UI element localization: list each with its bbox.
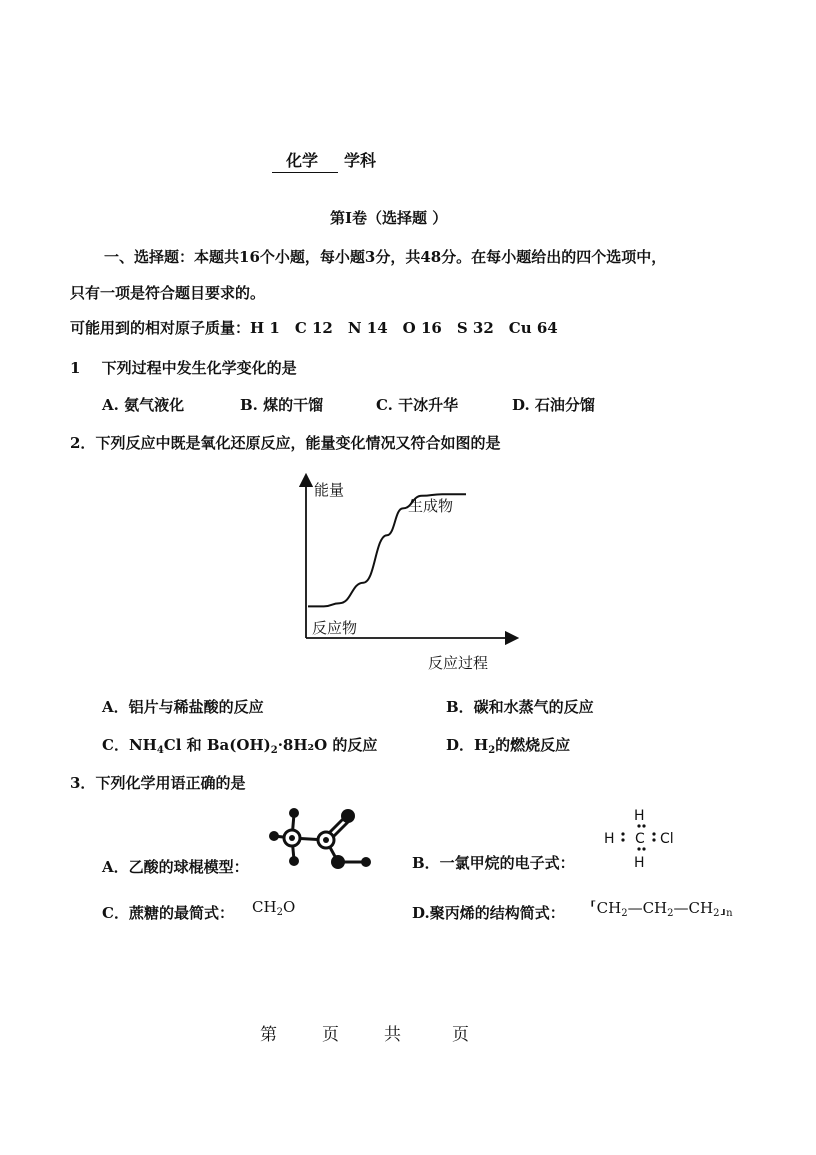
q3-option-a: A．乙酸的球棍模型： [102,858,249,876]
ef-bottom-h: H [634,855,645,871]
subject-name: 化学 [272,148,338,173]
q3-option-b: B．一氯甲烷的电子式： [412,854,575,872]
polypropylene-formula [590,898,733,918]
footer-page: 第 [260,1025,277,1045]
volume-title: 第Ⅰ卷（选择题 ） [330,209,448,227]
footer-total-unit: 页 [452,1025,469,1045]
subject-suffix: 学科 [344,151,377,170]
pf-unit2: CH [642,899,668,917]
pf-sub2: 2 [667,908,674,919]
bond-icon: — [627,899,643,917]
acetic-acid-ball-stick-model [260,800,380,878]
pf-sub1: 2 [621,908,628,919]
q1-option-a: A. 氨气液化 [102,396,185,414]
q3-stem-line [70,773,245,793]
energy-diagram [290,470,530,680]
q1-number: 1 [70,359,81,377]
subject-title [272,148,376,173]
product-label: 生成物 [408,497,454,515]
q3-option-d: D.聚丙烯的结构简式： [412,904,565,922]
x-axis-label: 反应过程 [428,654,489,672]
instructions-line1: 一、选择题：本题共16个小题，每小题3分，共48分。在每小题给出的四个选项中， [104,248,667,266]
footer-total: 共 [384,1025,401,1045]
pf-sub3: 2 [713,908,720,919]
q1-option-b: B. 煤的干馏 [240,396,324,414]
cf-prefix: CH [252,898,277,916]
q2-c-mid: Cl 和 Ba(OH) [163,736,271,754]
pf-unit3: CH [688,899,714,917]
pf-unit1: CH [596,899,622,917]
q2-c-sub1: 4 [156,745,164,756]
footer-page-unit: 页 [322,1025,339,1045]
q2-d-sub: 2 [488,745,496,756]
q3-number: 3． [70,774,96,792]
q2-option-c [102,735,377,755]
q2-stem-line [70,433,500,453]
atomic-masses: 可能用到的相对原子质量：H 1 C 12 N 14 O 16 S 32 Cu 64 [70,319,558,337]
q2-d-prefix: D．H [446,736,489,754]
q2-option-b: B．碳和水蒸气的反应 [446,698,594,716]
sucrose-formula [252,898,295,916]
ef-left-h: H [604,831,615,847]
q3-option-c: C．蔗糖的最简式： [102,904,234,922]
q2-c-sub2: 2 [270,745,278,756]
q2-option-d [446,735,570,755]
q1-option-c: C. 干冰升华 [376,396,459,414]
q2-d-suffix: 的燃烧反应 [495,736,571,754]
chloromethane-electron-formula [598,806,698,874]
q3-stem: 下列化学用语正确的是 [95,774,246,792]
q2-option-a: A．铝片与稀盐酸的反应 [102,698,264,716]
q2-c-suffix: ·8H₂O 的反应 [277,736,378,754]
ef-top-h: H [634,808,645,824]
cf-suffix: O [282,898,296,916]
bond-icon: — [673,899,689,917]
instructions-line2: 只有一项是符合题目要求的。 [70,284,266,302]
q1-stem-line [70,358,297,378]
cf-sub: 2 [276,907,283,918]
q2-stem: 下列反应中既是氧化还原反应，能量变化情况又符合如图的是 [95,434,501,452]
bracket-open-icon: ⸢ [590,898,597,918]
pf-n: n [726,908,733,919]
q2-number: 2． [70,434,96,452]
ef-center-c: C [635,831,645,847]
reactant-label: 反应物 [312,619,358,637]
q2-c-prefix: C．NH [102,736,157,754]
ef-right-cl: Cl [660,831,674,847]
q1-stem: 下列过程中发生化学变化的是 [101,359,297,377]
bracket-close-icon: ⸥ [719,898,727,918]
q1-option-d: D. 石油分馏 [512,396,595,414]
y-axis-label: 能量 [314,481,345,499]
